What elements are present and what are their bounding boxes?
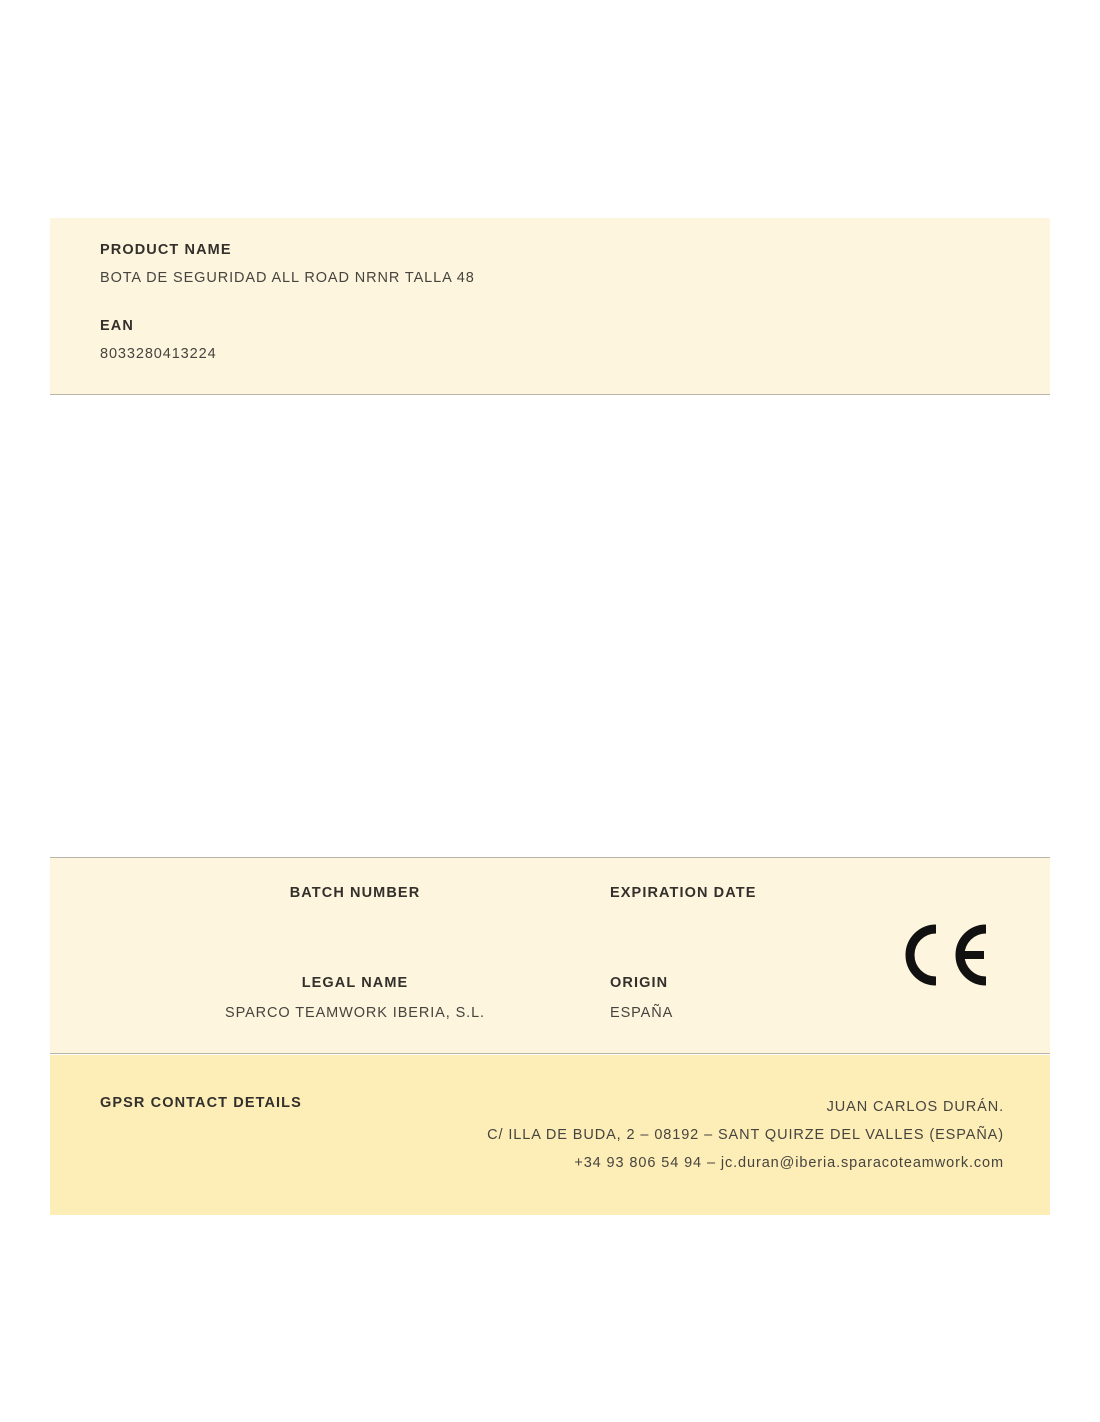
ce-mark-icon bbox=[896, 920, 992, 988]
product-name-label: PRODUCT NAME bbox=[100, 242, 232, 258]
origin-value: ESPAÑA bbox=[610, 1005, 674, 1021]
gpsr-contact-label: GPSR CONTACT DETAILS bbox=[100, 1095, 302, 1111]
legal-name-field bbox=[180, 975, 530, 1021]
gpsr-line-contact: +34 93 806 54 94 – jc.duran@iberia.sparacoteamwork.com bbox=[574, 1155, 1004, 1171]
gpsr-line-address: C/ ILLA DE BUDA, 2 – 08192 – SANT QUIRZE DEL VALLES (ESPAÑA) bbox=[487, 1127, 1004, 1143]
origin-label: ORIGIN bbox=[610, 975, 669, 991]
gpsr-line-name: JUAN CARLOS DURÁN. bbox=[826, 1099, 1004, 1115]
blank-content-area bbox=[50, 396, 1050, 856]
product-details-panel bbox=[50, 857, 1050, 1054]
batch-number-label: BATCH NUMBER bbox=[289, 885, 421, 901]
details-grid bbox=[50, 858, 1050, 1053]
gpsr-contact-lines bbox=[487, 1093, 1004, 1177]
legal-name-label: LEGAL NAME bbox=[301, 975, 409, 991]
ean-value: 8033280413224 bbox=[100, 346, 217, 362]
product-info-panel bbox=[50, 218, 1050, 395]
expiration-date-label: EXPIRATION DATE bbox=[610, 885, 757, 901]
gpsr-contact-panel bbox=[50, 1055, 1050, 1215]
legal-name-value: SPARCO TEAMWORK IBERIA, S.L. bbox=[225, 1005, 485, 1021]
origin-field bbox=[610, 975, 940, 1021]
expiration-date-field bbox=[610, 885, 940, 915]
batch-number-field bbox=[180, 885, 530, 915]
ean-label: EAN bbox=[100, 318, 134, 334]
product-name-value: BOTA DE SEGURIDAD ALL ROAD NRNR TALLA 48 bbox=[100, 270, 475, 286]
field-spacer bbox=[100, 286, 1000, 318]
